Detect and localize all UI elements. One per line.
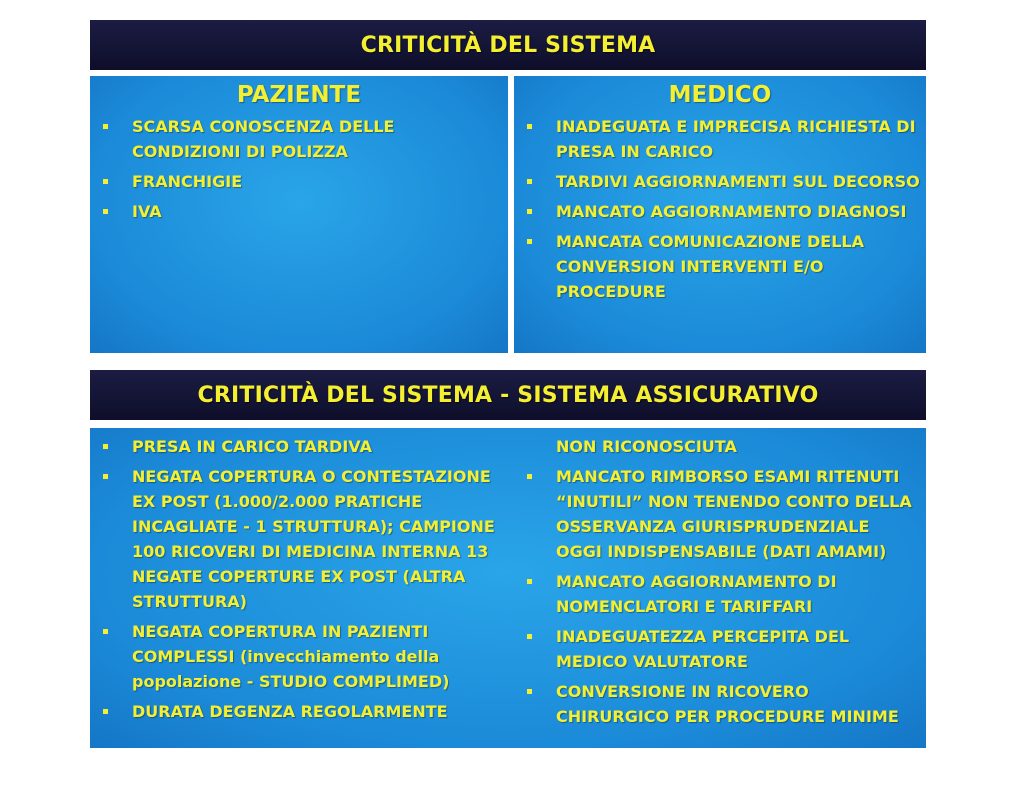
- banner-criticita-sistema: [90, 20, 926, 70]
- list-item: SCARSA CONOSCENZA DELLE CONDIZIONI DI POLIZZA: [90, 114, 494, 164]
- bullet-icon: [527, 239, 532, 244]
- paziente-title: PAZIENTE: [236, 82, 362, 108]
- list-item: INADEGUATA E IMPRECISA RICHIESTA DI PRESA IN CARICO: [514, 114, 920, 164]
- bullet-icon: [103, 474, 108, 479]
- bullet-icon: [527, 634, 532, 639]
- list-item: MANCATA COMUNICAZIONE DELLA CONVERSION INTERVENTI E/O PROCEDURE: [514, 229, 920, 304]
- list-item: TARDIVI AGGIORNAMENTI SUL DECORSO: [514, 169, 920, 194]
- panel-sistema-assicurativo: [90, 428, 926, 748]
- list-item: MANCATO RIMBORSO ESAMI RITENUTI “INUTILI” NON TENENDO CONTO DELLA OSSERVANZA GIURISPRUDENZIALE OGGI INDISPENSABILE (DATI AMAMI): [514, 464, 916, 564]
- panel-medico: [514, 76, 926, 353]
- bullet-icon: [527, 689, 532, 694]
- banner-title: CRITICITÀ DEL SISTEMA - SISTEMA ASSICURATIVO: [197, 382, 819, 408]
- list-item: FRANCHIGIE: [90, 169, 494, 194]
- bullet-icon: [527, 124, 532, 129]
- bullet-icon: [527, 209, 532, 214]
- bullet-icon: [103, 709, 108, 714]
- banner-title: CRITICITÀ DEL SISTEMA: [360, 32, 656, 58]
- list-item: PRESA IN CARICO TARDIVA: [90, 434, 498, 459]
- bullet-icon: [527, 579, 532, 584]
- list-item: INADEGUATEZZA PERCEPITA DEL MEDICO VALUTATORE: [514, 624, 916, 674]
- list-item: NEGATA COPERTURA O CONTESTAZIONE EX POST (1.000/2.000 PRATICHE INCAGLIATE - 1 STRUTTURA); CAMPIONE 100 RICOVERI DI MEDICINA INTERNA 13 NEGATE COPERTURE EX POST (ALTRA STRUTTURA): [90, 464, 498, 614]
- list-item: CONVERSIONE IN RICOVERO CHIRURGICO PER PROCEDURE MINIME: [514, 679, 916, 729]
- bullet-icon: [527, 474, 532, 479]
- paziente-list: [90, 114, 508, 224]
- assicurativo-list-left: [90, 434, 498, 724]
- medico-list: [514, 114, 926, 304]
- bullet-icon: [103, 179, 108, 184]
- banner-sistema-assicurativo: [90, 370, 926, 420]
- bullet-icon: [103, 124, 108, 129]
- assicurativo-column-left: [90, 434, 508, 734]
- assicurativo-column-right: [508, 434, 926, 734]
- bullet-icon: [527, 179, 532, 184]
- list-item: MANCATO AGGIORNAMENTO DIAGNOSI: [514, 199, 920, 224]
- bullet-icon: [103, 444, 108, 449]
- bullet-icon: [103, 209, 108, 214]
- panel-paziente: [90, 76, 508, 353]
- bullet-icon: [103, 629, 108, 634]
- list-item: NEGATA COPERTURA IN PAZIENTI COMPLESSI (invecchiamento della popolazione - STUDIO COMPLIMED): [90, 619, 498, 694]
- assicurativo-list-right: [514, 464, 916, 729]
- list-item-continuation: NON RICONOSCIUTA: [556, 437, 737, 456]
- list-item: IVA: [90, 199, 494, 224]
- list-item: DURATA DEGENZA REGOLARMENTE: [90, 699, 498, 724]
- medico-title: MEDICO: [668, 82, 772, 108]
- list-item: MANCATO AGGIORNAMENTO DI NOMENCLATORI E TARIFFARI: [514, 569, 916, 619]
